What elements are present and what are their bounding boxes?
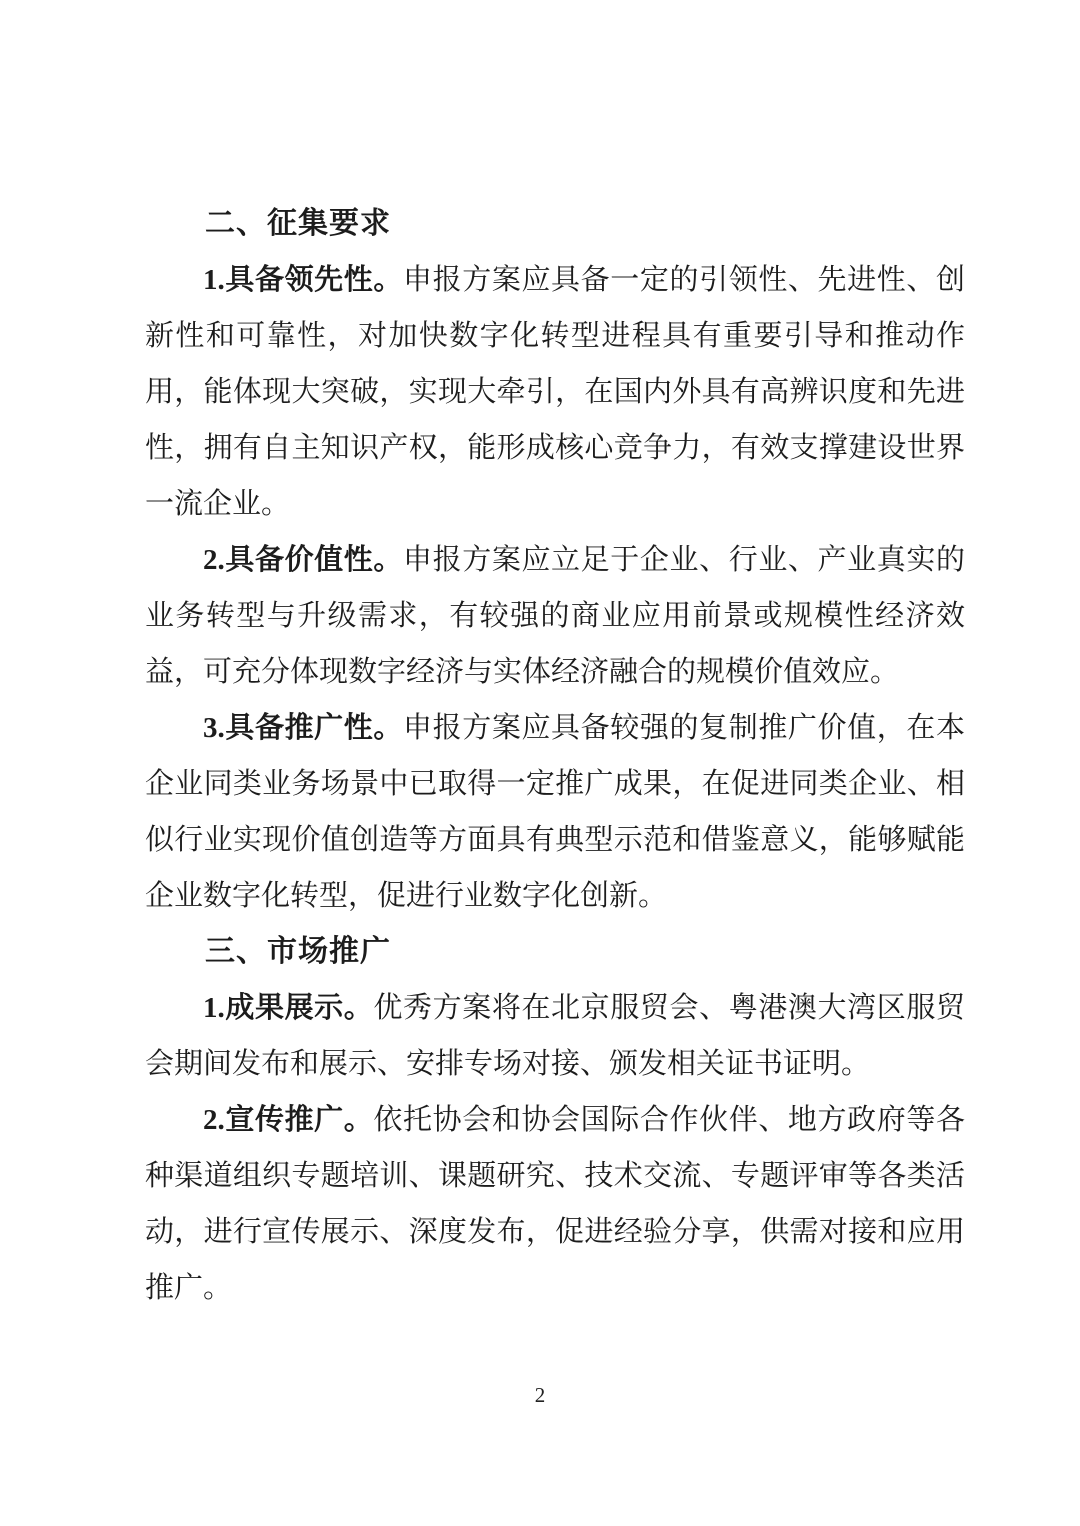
page-footer xyxy=(0,1383,1080,1408)
paragraph-lead: 3.具备推广性。 xyxy=(203,712,404,744)
paragraph-body: 申报方案应具备一定的引领性、先进性、创新性和可靠性，对加快数字化转型进程具有重要引导和推动作用，能体现大突破，实现大牵引，在国内外具有高辨识度和先进性，拥有自主知识产权，能形成核心竞争力，有效支撑建设世界一流企业。 xyxy=(145,264,965,520)
paragraph-lead: 1.具备领先性。 xyxy=(203,264,404,296)
paragraph-lead: 2.宣传推广。 xyxy=(203,1104,374,1136)
paragraph-promotion-quality xyxy=(145,700,965,924)
section-market-promotion xyxy=(145,924,965,1316)
paragraph-value-quality xyxy=(145,532,965,700)
paragraph-body: 申报方案应具备较强的复制推广价值，在本企业同类业务场景中已取得一定推广成果，在促进同类企业、相似行业实现价值创造等方面具有典型示范和借鉴意义，能够赋能企业数字化转型，促进行业数字化创新。 xyxy=(145,712,965,912)
paragraph-results-display xyxy=(145,980,965,1092)
section-collection-requirements xyxy=(145,196,965,924)
paragraph-lead: 1.成果展示。 xyxy=(203,992,374,1024)
page-number: 2 xyxy=(534,1383,546,1407)
paragraph-body: 优秀方案将在北京服贸会、粤港澳大湾区服贸会期间发布和展示、安排专场对接、颁发相关证书证明。 xyxy=(145,992,965,1080)
paragraph-lead: 2.具备价值性。 xyxy=(203,544,404,576)
paragraph-publicity-promotion xyxy=(145,1092,965,1316)
paragraph-body: 依托协会和协会国际合作伙伴、地方政府等各种渠道组织专题培训、课题研究、技术交流、专题评审等各类活动，进行宣传展示、深度发布，促进经验分享，供需对接和应用推广。 xyxy=(145,1104,965,1304)
paragraph-body: 申报方案应立足于企业、行业、产业真实的业务转型与升级需求，有较强的商业应用前景或规模性经济效益，可充分体现数字经济与实体经济融合的规模价值效应。 xyxy=(145,544,965,688)
section-heading: 二、征集要求 xyxy=(205,207,391,240)
paragraph-leading-quality xyxy=(145,252,965,532)
section-heading: 三、市场推广 xyxy=(205,935,391,968)
